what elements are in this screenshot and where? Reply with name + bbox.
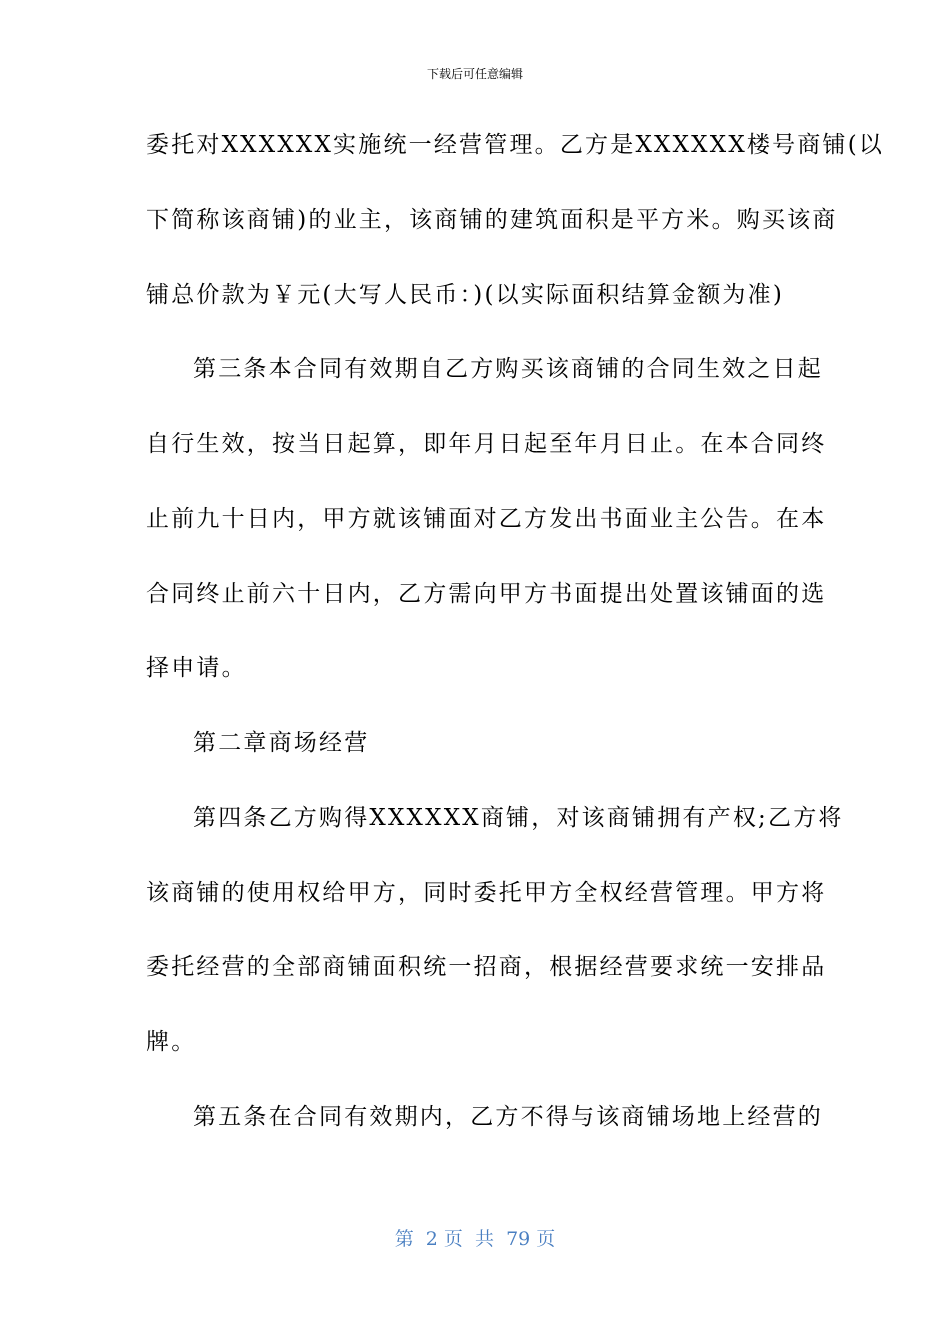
- page-number-footer: 第 2 页 共 79 页: [394, 1228, 556, 1250]
- body-line: 牌。: [146, 1029, 197, 1055]
- body-line: 委托经营的全部商铺面积统一招商，根据经营要求统一安排品: [146, 954, 827, 980]
- body-line: 第三条本合同有效期自乙方购买该商铺的合同生效之日起: [193, 356, 823, 382]
- body-line: 合同终止前六十日内，乙方需向甲方书面提出处置该铺面的选: [146, 581, 827, 607]
- body-line: 下简称该商铺)的业主，该商铺的建筑面积是平方米。购买该商: [146, 207, 838, 233]
- page-header: 下载后可任意编辑: [426, 67, 523, 81]
- body-line: 自行生效，按当日起算，即年月日起至年月日止。在本合同终: [146, 431, 827, 457]
- body-line: 第五条在合同有效期内，乙方不得与该商铺场地上经营的: [193, 1104, 823, 1130]
- body-line: 第四条乙方购得XXXXXX商铺，对该商铺拥有产权;乙方将: [193, 805, 844, 831]
- body-line: 该商铺的使用权给甲方，同时委托甲方全权经营管理。甲方将: [146, 880, 827, 906]
- chapter-heading: 第二章商场经营: [193, 730, 370, 756]
- body-line: 择申请。: [146, 655, 247, 681]
- body-line: 委托对XXXXXX实施统一经营管理。乙方是XXXXXX楼号商铺(以: [146, 132, 885, 158]
- body-line: 铺总价款为￥元(大写人民币：)(以实际面积结算金额为准): [146, 282, 784, 308]
- body-line: 止前九十日内，甲方就该铺面对乙方发出书面业主公告。在本: [146, 506, 827, 532]
